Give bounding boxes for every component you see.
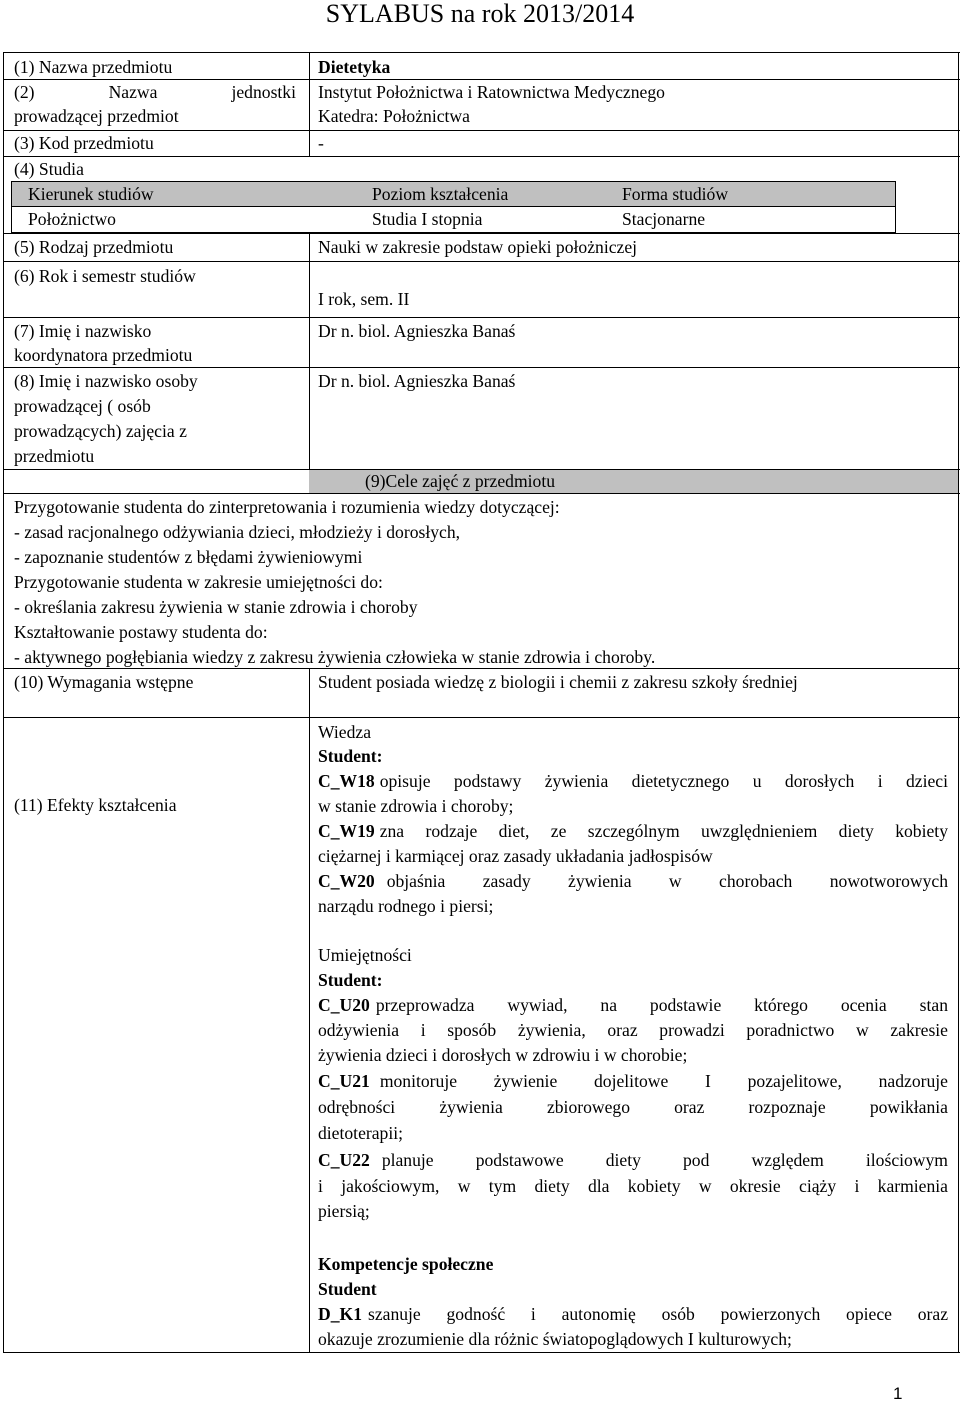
competences-heading: Kompetencje społeczne bbox=[318, 1254, 494, 1274]
column-divider bbox=[309, 52, 310, 156]
studies-header-form: Forma studiów bbox=[622, 184, 729, 204]
goals-line: - określania zakresu żywienia w stanie zdrowia i choroby bbox=[14, 597, 418, 617]
knowledge-student: Student: bbox=[318, 746, 383, 766]
studies-field: Położnictwo bbox=[28, 209, 116, 229]
goals-line: Kształtowanie postawy studenta do: bbox=[14, 622, 268, 642]
row6-label: (6) Rok i semestr studiów bbox=[14, 266, 196, 286]
row-divider bbox=[3, 156, 960, 157]
outcome-text: monitoruje żywienie dojelitowe I pozajelitowe, nadzoruje bbox=[379, 1071, 948, 1091]
department-name: Katedra: Położnictwa bbox=[318, 106, 470, 126]
row2-label-line2: prowadzącej przedmiot bbox=[14, 106, 179, 126]
outcome-text: opisuje podstawy żywienia dietetycznego u dorosłych i dzieci bbox=[379, 771, 948, 791]
goals-line: - zasad racjonalnego odżywiania dzieci, młodzieży i dorosłych, bbox=[14, 522, 461, 542]
row8-label-line4: przedmiotu bbox=[14, 446, 95, 466]
goals-line: - aktywnego pogłębiania wiedzy z zakresu żywienia człowieka w stanie zdrowia i choroby. bbox=[14, 647, 656, 667]
outcome-text: planuje podstawowe diety pod względem ilościowym bbox=[381, 1150, 948, 1170]
subject-name: Dietetyka bbox=[318, 57, 391, 77]
outcome-k1 bbox=[318, 1302, 948, 1326]
outcome-text: dietoterapii; bbox=[318, 1123, 404, 1143]
instructor-name: Dr n. biol. Agnieszka Banaś bbox=[318, 371, 516, 391]
unit-name: Instytut Położnictwa i Ratownictwa Medycznego bbox=[318, 82, 665, 102]
studies-level: Studia I stopnia bbox=[372, 209, 483, 229]
row1-label: (1) Nazwa przedmiotu bbox=[14, 57, 173, 77]
table-bottom-border bbox=[3, 1352, 960, 1353]
subtable-border bbox=[895, 181, 896, 232]
row7-label-line2: koordynatora przedmiotu bbox=[14, 345, 193, 365]
outcome-text: żywienia dzieci i dorosłych w zdrowiu i w chorobie; bbox=[318, 1045, 688, 1065]
row-divider bbox=[3, 717, 960, 718]
row-divider bbox=[3, 493, 960, 494]
row4-label: (4) Studia bbox=[14, 159, 84, 179]
outcome-text: odrębności żywienia zbiorowego oraz rozpoznaje powikłania bbox=[318, 1097, 948, 1117]
goals-line: Przygotowanie studenta w zakresie umiejętności do: bbox=[14, 572, 383, 592]
table-top-border bbox=[3, 52, 960, 53]
row-divider bbox=[3, 261, 960, 262]
outcome-u21 bbox=[318, 1069, 948, 1093]
page-title: SYLABUS na rok 2013/2014 bbox=[325, 0, 635, 28]
row-divider bbox=[3, 233, 960, 234]
outcome-w18 bbox=[318, 769, 948, 793]
row8-label-line3: prowadzących) zajęcia z bbox=[14, 421, 187, 441]
goals-line: Przygotowanie studenta do zinterpretowania i rozumienia wiedzy dotyczącej: bbox=[14, 497, 560, 517]
page-number: 1 bbox=[893, 1384, 903, 1403]
knowledge-heading: Wiedza bbox=[318, 722, 372, 742]
outcome-code: C_W19 bbox=[318, 821, 375, 841]
outcome-text: piersią; bbox=[318, 1201, 370, 1221]
outcome-code: C_U20 bbox=[318, 995, 370, 1015]
skills-heading: Umiejętności bbox=[318, 945, 412, 965]
row10-label: (10) Wymagania wstępne bbox=[14, 672, 194, 692]
column-divider bbox=[309, 233, 310, 469]
row11-label: (11) Efekty kształcenia bbox=[14, 795, 177, 815]
outcome-text: w stanie zdrowia i choroby; bbox=[318, 796, 514, 816]
outcome-text: ciężarnej i karmiącej oraz zasady układania jadłospisów bbox=[318, 846, 713, 866]
skills-student: Student: bbox=[318, 970, 383, 990]
outcome-code: C_U21 bbox=[318, 1071, 370, 1091]
goals-header: (9)Cele zajęć z przedmiotu bbox=[365, 471, 556, 491]
row-divider bbox=[3, 668, 960, 669]
studies-form: Stacjonarne bbox=[622, 209, 706, 229]
row8-label-line2: prowadzącej ( osób bbox=[14, 396, 151, 416]
prerequisites: Student posiada wiedzę z biologii i chemii z zakresu szkoły średniej bbox=[318, 672, 798, 692]
subject-code: - bbox=[318, 133, 324, 153]
subject-type: Nauki w zakresie podstaw opieki położniczej bbox=[318, 237, 638, 257]
outcome-text: szanuje godność i autonomię osób powierzonych opiece oraz bbox=[367, 1304, 948, 1324]
competences-student: Student bbox=[318, 1279, 377, 1299]
row8-label-line1: (8) Imię i nazwisko osoby bbox=[14, 371, 198, 391]
outcome-code: C_W20 bbox=[318, 871, 375, 891]
outcome-text: odżywienia i sposób żywienia, oraz prowadzi poradnictwo w zakresie bbox=[318, 1020, 948, 1040]
column-divider bbox=[309, 668, 310, 1352]
row5-label: (5) Rodzaj przedmiotu bbox=[14, 237, 174, 257]
outcome-code: D_K1 bbox=[318, 1304, 362, 1324]
outcome-text: zna rodzaje diet, ze szczególnym uwzględnieniem diety kobiety bbox=[379, 821, 948, 841]
outcome-u22 bbox=[318, 1148, 948, 1172]
outcome-w20 bbox=[318, 869, 948, 893]
subtable-border bbox=[11, 181, 12, 232]
outcome-text: narządu rodnego i piersi; bbox=[318, 896, 494, 916]
table-right-border bbox=[958, 52, 959, 1352]
outcome-w19 bbox=[318, 819, 948, 843]
row2-label-line1: (2) Nazwa jednostki bbox=[14, 82, 296, 102]
studies-header-field: Kierunek studiów bbox=[28, 184, 154, 204]
studies-header-level: Poziom kształcenia bbox=[372, 184, 509, 204]
goals-line: - zapoznanie studentów z błędami żywieniowymi bbox=[14, 547, 363, 567]
row-divider bbox=[3, 367, 960, 368]
outcome-text: i jakościowym, w tym diety dla kobiety w okresie ciąży i karmienia bbox=[318, 1176, 948, 1196]
year-semester: I rok, sem. II bbox=[318, 289, 410, 309]
row7-label-line1: (7) Imię i nazwisko bbox=[14, 321, 152, 341]
row3-label: (3) Kod przedmiotu bbox=[14, 133, 154, 153]
outcome-text: okazuje zrozumienie dla różnic światopoglądowych I kulturowych; bbox=[318, 1329, 792, 1349]
coordinator-name: Dr n. biol. Agnieszka Banaś bbox=[318, 321, 516, 341]
outcome-text: przeprowadza wywiad, na podstawie którego ocenia stan bbox=[375, 995, 948, 1015]
table-left-border bbox=[3, 52, 4, 1352]
outcome-text: objaśnia zasady żywienia w chorobach nowotworowych bbox=[386, 871, 948, 891]
outcome-code: C_U22 bbox=[318, 1150, 370, 1170]
outcome-u20 bbox=[318, 993, 948, 1017]
row-divider bbox=[3, 317, 960, 318]
outcome-code: C_W18 bbox=[318, 771, 375, 791]
